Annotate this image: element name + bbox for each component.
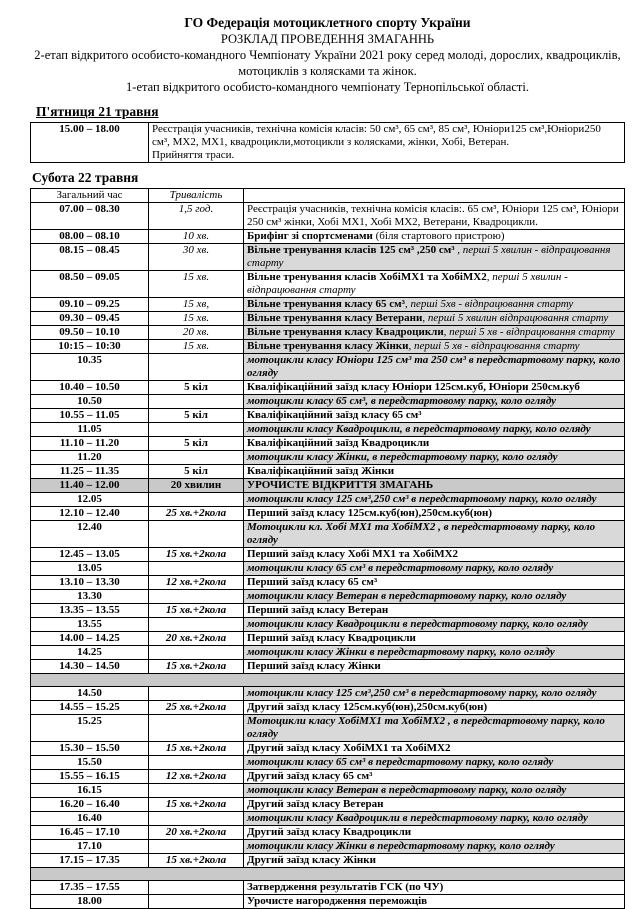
time-cell: 16.15 <box>31 784 149 798</box>
time-cell: 09.30 – 09.45 <box>31 312 149 326</box>
description-cell <box>244 881 625 895</box>
duration-cell: 20 хв. <box>149 326 244 340</box>
description-text: Другий заїзд класу Ветеран <box>247 798 384 811</box>
time-cell: 07.00 – 08.30 <box>31 203 149 230</box>
description-text: Вільне тренування класу Жінки <box>247 340 409 353</box>
table-row <box>31 548 625 562</box>
duration-cell: 25 хв.+2кола <box>149 701 244 715</box>
duration-cell: 12 хв.+2кола <box>149 770 244 784</box>
duration-cell: 15 хв.+2кола <box>149 660 244 674</box>
table-row <box>31 604 625 618</box>
description-cell <box>244 798 625 812</box>
duration-cell: 20 хв.+2кола <box>149 632 244 646</box>
table-row <box>31 326 625 340</box>
description-cell <box>244 381 625 395</box>
table-row <box>31 756 625 770</box>
table-row <box>31 271 625 298</box>
time-cell: 13.30 <box>31 590 149 604</box>
column-header-duration: Тривалість <box>149 189 244 203</box>
table-row <box>31 895 625 909</box>
time-cell: 11.20 <box>31 451 149 465</box>
doc-title: РОЗКЛАД ПРОВЕДЕННЯ ЗМАГАННЬ <box>220 32 435 47</box>
duration-cell <box>149 562 244 576</box>
duration-cell <box>149 395 244 409</box>
description-cell <box>244 687 625 701</box>
description-text: Вільне тренування класу 65 см³ <box>247 298 405 311</box>
time-cell: 17.15 – 17.35 <box>31 854 149 868</box>
description-text: мотоцикли класу 125 см³,250 см³ в передстартовому парку, коло огляду <box>247 687 597 700</box>
description-text: Другий заїзд класу Квадроцикли <box>247 826 412 839</box>
description-text: , перші 5 хв - відпрацювання старту <box>408 340 580 353</box>
time-cell: 12.45 – 13.05 <box>31 548 149 562</box>
description-text: Другий заїзд класу Жінки <box>247 854 376 867</box>
time-cell: 09.50 – 10.10 <box>31 326 149 340</box>
duration-cell: 15 хв.+2кола <box>149 604 244 618</box>
duration-cell: 5 кіл <box>149 409 244 423</box>
table-row <box>31 230 625 244</box>
description-cell <box>244 646 625 660</box>
description-text: Перший заїзд класу Хобі МХ1 та ХобіМХ2 <box>247 548 459 561</box>
description-cell <box>244 409 625 423</box>
description-cell <box>244 742 625 756</box>
description-cell <box>244 840 625 854</box>
table-row <box>31 244 625 271</box>
duration-cell <box>149 618 244 632</box>
description-cell <box>244 784 625 798</box>
time-cell: 15.30 – 15.50 <box>31 742 149 756</box>
time-cell: 13.10 – 13.30 <box>31 576 149 590</box>
description-cell <box>244 465 625 479</box>
duration-cell <box>149 590 244 604</box>
duration-cell: 15 хв. <box>149 271 244 298</box>
description-text: , перші 5 хвилин - відпрацювання старту <box>247 244 611 270</box>
description-text: Затвердження результатів ГСК (по ЧУ) <box>247 881 444 894</box>
time-cell: 14.50 <box>31 687 149 701</box>
time-cell: 17.10 <box>31 840 149 854</box>
description-cell <box>244 312 625 326</box>
table-row <box>31 562 625 576</box>
time-cell: 14.25 <box>31 646 149 660</box>
duration-cell: 25 хв.+2кола <box>149 507 244 521</box>
table-row <box>31 493 625 507</box>
time-cell: 11.40 – 12.00 <box>31 479 149 493</box>
saturday-table-body <box>31 189 625 909</box>
description-cell <box>244 604 625 618</box>
duration-cell <box>149 646 244 660</box>
table-row <box>31 340 625 354</box>
description-cell <box>244 326 625 340</box>
description-cell <box>244 618 625 632</box>
description-cell <box>244 395 625 409</box>
description-cell <box>244 812 625 826</box>
table-row <box>31 423 625 437</box>
table-row <box>31 854 625 868</box>
time-cell: 11.05 <box>31 423 149 437</box>
table-row <box>31 437 625 451</box>
table-row <box>31 701 625 715</box>
duration-cell <box>149 881 244 895</box>
table-row <box>31 451 625 465</box>
table-row <box>31 507 625 521</box>
description-text: , перші 5 хвилин - відпрацювання старту <box>247 271 568 297</box>
description-text: мотоцикли класу Ветеран в передстартовому парку, коло огляду <box>247 784 567 797</box>
description-cell <box>244 203 625 230</box>
document-header <box>30 14 625 95</box>
description-text: Перший заїзд класу Ветеран <box>247 604 389 617</box>
saturday-table <box>30 188 625 909</box>
description-text: Кваліфікаційний заїзд класу 65 см³ <box>247 409 422 422</box>
description-cell <box>244 244 625 271</box>
duration-cell: 15 хв.+2кола <box>149 548 244 562</box>
description-cell <box>244 423 625 437</box>
description-cell <box>244 562 625 576</box>
description-cell <box>244 590 625 604</box>
table-row <box>31 465 625 479</box>
table-row <box>31 123 625 163</box>
description-text: Вільне тренування класу Ветерани <box>247 312 423 325</box>
table-row <box>31 521 625 548</box>
description-cell <box>244 493 625 507</box>
description-text: УРОЧИСТЕ ВІДКРИТТЯ ЗМАГАНЬ <box>247 479 434 492</box>
table-row <box>31 881 625 895</box>
table-row <box>31 479 625 493</box>
table-row <box>31 395 625 409</box>
time-cell: 13.55 <box>31 618 149 632</box>
description-text: Другий заїзд класу ХобіМХ1 та ХобіМХ2 <box>247 742 451 755</box>
description-cell <box>244 632 625 646</box>
duration-cell: 5 кіл <box>149 381 244 395</box>
time-cell: 16.20 – 16.40 <box>31 798 149 812</box>
table-row <box>31 687 625 701</box>
table-row <box>31 618 625 632</box>
time-cell: 13.35 – 13.55 <box>31 604 149 618</box>
duration-cell: 20 хв.+2кола <box>149 826 244 840</box>
time-cell: 18.00 <box>31 895 149 909</box>
description-cell <box>244 826 625 840</box>
table-row <box>31 812 625 826</box>
description-text: Перший заїзд класу Квадроцикли <box>247 632 416 645</box>
description-text: мотоцикли класу Жінки в передстартовому парку, коло огляду <box>247 840 555 853</box>
time-cell: 10.55 – 11.05 <box>31 409 149 423</box>
description-text: Перший заїзд класу 125см.куб(юн),250см.куб(юн) <box>247 507 492 520</box>
duration-cell <box>149 423 244 437</box>
friday-heading: П'ятниця 21 травня <box>36 104 159 120</box>
table-row <box>31 770 625 784</box>
duration-cell: 15 хв, <box>149 298 244 312</box>
table-row <box>31 298 625 312</box>
description-cell <box>244 507 625 521</box>
description-cell <box>244 770 625 784</box>
time-cell: 10:15 – 10:30 <box>31 340 149 354</box>
table-row <box>31 312 625 326</box>
time-cell: 16.45 – 17.10 <box>31 826 149 840</box>
description-text: мотоцикли класу Квадроцикли в передстартовому парку, коло огляду <box>247 812 588 825</box>
description-text: , перші 5 хв - відпрацювання старту <box>443 326 615 339</box>
description-text: мотоцикли класу Юніори 125 см³ та 250 см³ в передстартовому парку, коло огляду <box>247 354 621 380</box>
time-cell: 15.00 – 18.00 <box>31 123 149 163</box>
time-cell: 11.25 – 11.35 <box>31 465 149 479</box>
duration-cell <box>149 715 244 742</box>
duration-cell <box>149 784 244 798</box>
description-cell <box>244 271 625 298</box>
description-cell <box>244 576 625 590</box>
description-cell <box>244 298 625 312</box>
time-cell: 11.10 – 11.20 <box>31 437 149 451</box>
table-row <box>31 590 625 604</box>
time-cell: 09.10 – 09.25 <box>31 298 149 312</box>
duration-cell: 30 хв. <box>149 244 244 271</box>
description-cell <box>244 854 625 868</box>
description-cell <box>244 437 625 451</box>
time-cell: 10.35 <box>31 354 149 381</box>
description-cell <box>244 340 625 354</box>
table-row <box>31 203 625 230</box>
description-text: Урочисте нагородження переможців <box>247 895 428 908</box>
description-cell <box>244 715 625 742</box>
description-text: мотоцикли класу 65 см³, в передстартовому парку, коло огляду <box>247 395 557 408</box>
table-row <box>31 381 625 395</box>
table-row <box>31 646 625 660</box>
duration-cell: 15 хв.+2кола <box>149 742 244 756</box>
time-cell: 13.05 <box>31 562 149 576</box>
description-text: Перший заїзд класу Жінки <box>247 660 381 673</box>
description-text: Брифінг зі спортсменами <box>247 230 376 243</box>
duration-cell <box>149 840 244 854</box>
time-cell: 17.35 – 17.55 <box>31 881 149 895</box>
time-cell: 14.30 – 14.50 <box>31 660 149 674</box>
separator-cell <box>31 868 625 881</box>
time-cell: 12.40 <box>31 521 149 548</box>
saturday-heading: Субота 22 травня <box>32 170 139 186</box>
duration-cell: 15 хв. <box>149 312 244 326</box>
description-cell <box>244 548 625 562</box>
duration-cell <box>149 812 244 826</box>
time-cell: 08.00 – 08.10 <box>31 230 149 244</box>
time-cell: 15.25 <box>31 715 149 742</box>
duration-cell: 10 хв. <box>149 230 244 244</box>
table-row <box>31 798 625 812</box>
description-cell <box>244 230 625 244</box>
description-cell <box>244 895 625 909</box>
description-text: мотоцикли класу 65 см³ в передстартовому парку, коло огляду <box>247 562 554 575</box>
doc-subtitle-1: 2-етап відкритого особисто-командного Чемпіонату України 2021 року серед молоді, дорослих, квадроциклів, мотоциклів з колясками та жінок. <box>34 48 621 79</box>
description-text: Реєстрація учасників, технічна комісія класів: 50 см³, 65 см³, 85 см³, Юніори125 см³,Юніори250 см³, МХ2, МХ1, квадроцикли,мотоцикли з колясками, жінки, Хобі, Ветеран. <box>152 123 601 149</box>
table-row <box>31 576 625 590</box>
description-cell <box>244 660 625 674</box>
time-cell: 10.40 – 10.50 <box>31 381 149 395</box>
duration-cell <box>149 521 244 548</box>
time-cell: 12.10 – 12.40 <box>31 507 149 521</box>
column-header-time: Загальний час <box>31 189 149 203</box>
description-text: Кваліфікаційний заїзд Жінки <box>247 465 395 478</box>
duration-cell: 12 хв.+2кола <box>149 576 244 590</box>
description-text: мотоцикли класу 125 см³,250 см³ в передстартовому парку, коло огляду <box>247 493 597 506</box>
description-text: (біля стартового пристрою) <box>375 230 505 243</box>
duration-cell: 15 хв.+2кола <box>149 854 244 868</box>
description-text: Реєстрація учасників, технічна комісія класів:. 65 см³, Юніори 125 см³, Юніори 250 см³ жінки, Хобі МХ1, Хобі МХ2, Ветерани, Квадроцикли. <box>247 203 619 229</box>
duration-cell: 1,5 год. <box>149 203 244 230</box>
description-text: мотоцикли класу Квадроцикли, в передстартовому парку, коло огляду <box>247 423 591 436</box>
description-text: мотоцикли класу Ветеран в передстартовому парку, коло огляду <box>247 590 567 603</box>
description-text: Кваліфікаційний заїзд класу Юніори 125см.куб, Юніори 250см.куб <box>247 381 580 394</box>
org-title: ГО Федерація мотоциклетного спорту України <box>184 15 471 30</box>
description-cell <box>244 479 625 493</box>
table-row <box>31 840 625 854</box>
duration-cell: 15 хв. <box>149 340 244 354</box>
time-cell: 15.50 <box>31 756 149 770</box>
separator-cell <box>31 674 625 687</box>
doc-subtitle-2: 1-етап відкритого особисто-командного чемпіонату Тернопільської області. <box>126 80 529 95</box>
description-text: Перший заїзд класу 65 см³ <box>247 576 378 589</box>
description-text: Мотоцикли кл. Хобі МХ1 та ХобіМХ2 , в передстартовому парку, коло огляду <box>247 521 596 547</box>
table-row <box>31 742 625 756</box>
table-row <box>31 632 625 646</box>
table-row <box>31 715 625 742</box>
description-text: мотоцикли класу Квадроцикли в передстартовому парку, коло огляду <box>247 618 588 631</box>
time-cell: 16.40 <box>31 812 149 826</box>
description-cell <box>244 521 625 548</box>
description-text: мотоцикли класу Жінки, в передстартовому парку, коло огляду <box>247 451 558 464</box>
time-cell: 15.55 – 16.15 <box>31 770 149 784</box>
description-text: Вільне тренування класів 125 см³ ,250 см³ <box>247 244 458 257</box>
column-header-empty <box>244 189 625 203</box>
duration-cell <box>149 895 244 909</box>
time-cell: 14.00 – 14.25 <box>31 632 149 646</box>
separator-row <box>31 674 625 687</box>
description-cell <box>244 701 625 715</box>
description-text: Мотоцикли класу ХобіМХ1 та ХобіМХ2 , в передстартовому парку, коло огляду <box>247 715 605 741</box>
description-text: мотоцикли класу Жінки в передстартовому парку, коло огляду <box>247 646 555 659</box>
table-row <box>31 826 625 840</box>
time-cell: 14.55 – 15.25 <box>31 701 149 715</box>
duration-cell <box>149 756 244 770</box>
friday-table <box>30 122 625 163</box>
description-text: Вільне тренування класів ХобіМХ1 та ХобіМХ2 <box>247 271 487 284</box>
description-text: Вільне тренування класу Квадроцикли <box>247 326 444 339</box>
time-cell: 12.05 <box>31 493 149 507</box>
table-row <box>31 409 625 423</box>
table-row <box>31 660 625 674</box>
table-row <box>31 784 625 798</box>
description-cell <box>244 756 625 770</box>
description-text: Другий заїзд класу 65 см³ <box>247 770 373 783</box>
description-text: мотоцикли класу 65 см³ в передстартовому парку, коло огляду <box>247 756 554 769</box>
description-cell <box>149 123 625 163</box>
duration-cell <box>149 354 244 381</box>
description-text: Прийняття траси. <box>152 149 235 162</box>
time-cell: 08.15 – 08.45 <box>31 244 149 271</box>
duration-cell <box>149 451 244 465</box>
duration-cell: 20 хвилин <box>149 479 244 493</box>
duration-cell <box>149 687 244 701</box>
separator-row <box>31 868 625 881</box>
time-cell: 10.50 <box>31 395 149 409</box>
duration-cell: 5 кіл <box>149 437 244 451</box>
description-text: , перші 5хв - відпрацювання старту <box>404 298 574 311</box>
description-text: , перші 5 хвилин відпрацювання старту <box>422 312 609 325</box>
description-text: Кваліфікаційний заїзд Квадроцикли <box>247 437 430 450</box>
duration-cell: 5 кіл <box>149 465 244 479</box>
column-header-row <box>31 189 625 203</box>
time-cell: 08.50 – 09.05 <box>31 271 149 298</box>
duration-cell <box>149 493 244 507</box>
description-cell <box>244 451 625 465</box>
table-row <box>31 354 625 381</box>
description-cell <box>244 354 625 381</box>
duration-cell: 15 хв.+2кола <box>149 798 244 812</box>
description-text: Другий заїзд класу 125см.куб(юн),250см.куб(юн) <box>247 701 488 714</box>
